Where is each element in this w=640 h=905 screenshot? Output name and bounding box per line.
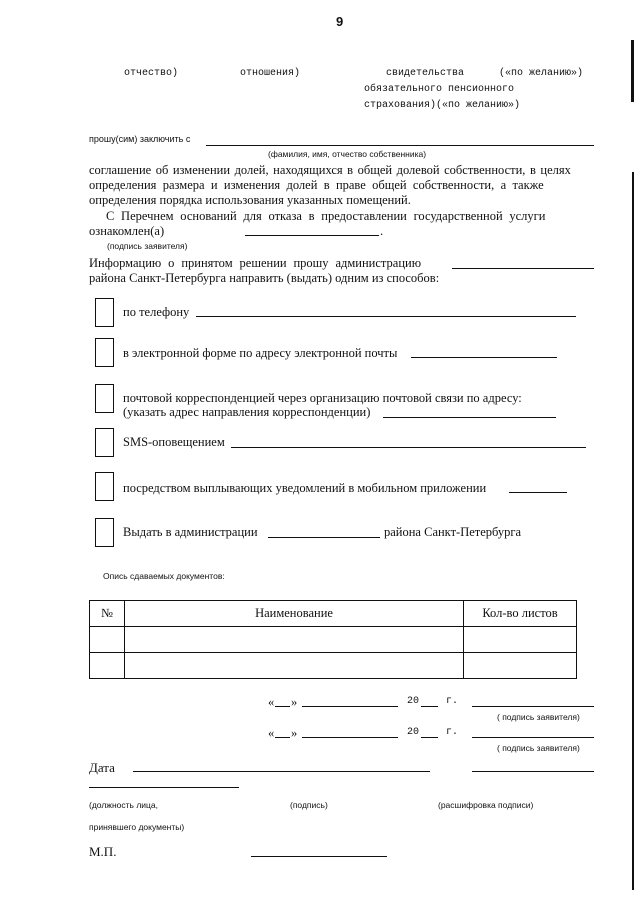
col-number-header: № <box>90 601 125 627</box>
owner-name-caption: (фамилия, имя, отчество собственника) <box>268 149 427 159</box>
table-header-row <box>90 601 577 627</box>
option-post-checkbox[interactable] <box>95 384 114 413</box>
date1-year-prefix: 20 <box>407 696 420 707</box>
table-cell[interactable] <box>125 653 464 679</box>
position-caption: (должность лица, <box>89 800 158 810</box>
header-col-optional: («по желанию») <box>499 68 584 79</box>
agreement-line-1: соглашение об изменении долей, находящихся в общей долевой собственности, в целях <box>89 163 571 177</box>
footer-date-label: Дата <box>89 760 115 775</box>
date2-year-field[interactable] <box>421 737 438 738</box>
refusal-line-2: ознакомлен(а) <box>89 224 165 238</box>
date1-year-field[interactable] <box>421 706 438 707</box>
info-line-2: района Санкт-Петербурга направить (выдать) одним из способов: <box>89 271 440 285</box>
date2-month-field[interactable] <box>302 737 398 738</box>
col-sheets-header: Кол-во листов <box>464 601 577 627</box>
table-row[interactable] <box>90 653 577 679</box>
refusal-dot: . <box>380 224 384 238</box>
date1-day-field[interactable] <box>275 706 290 707</box>
table-cell[interactable] <box>90 653 125 679</box>
table-row[interactable] <box>90 627 577 653</box>
option-push-checkbox[interactable] <box>95 472 114 501</box>
date1-sign-caption: ( подпись заявителя) <box>497 712 580 722</box>
footer-right-field[interactable] <box>472 771 594 772</box>
decoding-caption: (расшифровка подписи) <box>438 800 534 810</box>
refusal-sign-caption: (подпись заявителя) <box>107 241 188 251</box>
date2-sign-field[interactable] <box>472 737 594 738</box>
stamp-field[interactable] <box>251 856 387 857</box>
push-field[interactable] <box>509 492 567 493</box>
date2-close-quote: » <box>291 726 298 740</box>
option-email-checkbox[interactable] <box>95 338 114 367</box>
col-name-header: Наименование <box>125 601 464 627</box>
info-line-1: Информацию о принятом решении прошу администрацию <box>89 256 422 270</box>
district-field[interactable] <box>268 537 380 538</box>
page-number: 9 <box>336 14 344 29</box>
table-cell[interactable] <box>464 653 577 679</box>
option-push-label: посредством выплывающих уведомлений в мобильном приложении <box>123 481 487 495</box>
signature-caption: (подпись) <box>290 800 328 810</box>
option-sms-label: SMS-оповещением <box>123 435 225 449</box>
table-cell[interactable] <box>90 627 125 653</box>
footer-position-field[interactable] <box>89 787 239 788</box>
date2-year-suffix: г. <box>446 727 459 738</box>
refusal-sign-field[interactable] <box>245 235 379 236</box>
inventory-table <box>89 600 577 679</box>
stamp-label: М.П. <box>89 844 117 859</box>
date2-year-prefix: 20 <box>407 727 420 738</box>
position-caption-2: принявшего документы) <box>89 822 185 832</box>
date1-year-suffix: г. <box>446 696 459 707</box>
table-cell[interactable] <box>125 627 464 653</box>
option-sms-checkbox[interactable] <box>95 428 114 457</box>
date2-open-quote: « <box>268 726 275 740</box>
date1-close-quote: » <box>291 695 298 709</box>
date1-sign-field[interactable] <box>472 706 594 707</box>
request-label: прошу(сим) заключить с <box>89 134 191 144</box>
refusal-line-1: С Перечнем оснований для отказа в предоставлении государственной услуги <box>106 209 546 223</box>
date2-day-field[interactable] <box>275 737 290 738</box>
postal-address-field[interactable] <box>383 417 556 418</box>
agreement-line-2: определения размера и изменения долей в праве общей собственности, а также <box>89 178 544 192</box>
option-in-person-suffix: района Санкт-Петербурга <box>384 525 522 539</box>
option-phone-checkbox[interactable] <box>95 298 114 327</box>
date1-month-field[interactable] <box>302 706 398 707</box>
option-in-person-checkbox[interactable] <box>95 518 114 547</box>
option-post-sublabel: (указать адрес направления корреспонденции) <box>123 405 371 419</box>
header-col-certificate: свидетельства <box>386 68 465 79</box>
agreement-line-3: определения порядка использования указанных помещений. <box>89 193 411 207</box>
option-in-person-label: Выдать в администрации <box>123 525 258 539</box>
inventory-title: Опись сдаваемых документов: <box>103 571 225 581</box>
administration-field[interactable] <box>452 268 594 269</box>
date2-sign-caption: ( подпись заявителя) <box>497 743 580 753</box>
header-col-relation: отношения) <box>240 68 301 79</box>
header-col-insurance-1: обязательного пенсионного <box>364 84 515 95</box>
header-col-insurance-2: страхования)(«по желанию») <box>364 100 521 111</box>
page-edge-mark <box>632 172 634 890</box>
page-edge-mark <box>631 40 634 102</box>
owner-name-field[interactable] <box>206 145 594 146</box>
option-email-label: в электронной форме по адресу электронной почты <box>123 346 398 360</box>
footer-date-field[interactable] <box>133 771 430 772</box>
header-col-patronymic: отчество) <box>124 68 179 79</box>
option-post-label: почтовой корреспонденцией через организацию почтовой связи по адресу: <box>123 391 522 405</box>
email-field[interactable] <box>411 357 557 358</box>
phone-field[interactable] <box>196 316 576 317</box>
sms-field[interactable] <box>231 447 586 448</box>
option-phone-label: по телефону <box>123 305 190 319</box>
date1-open-quote: « <box>268 695 275 709</box>
table-cell[interactable] <box>464 627 577 653</box>
